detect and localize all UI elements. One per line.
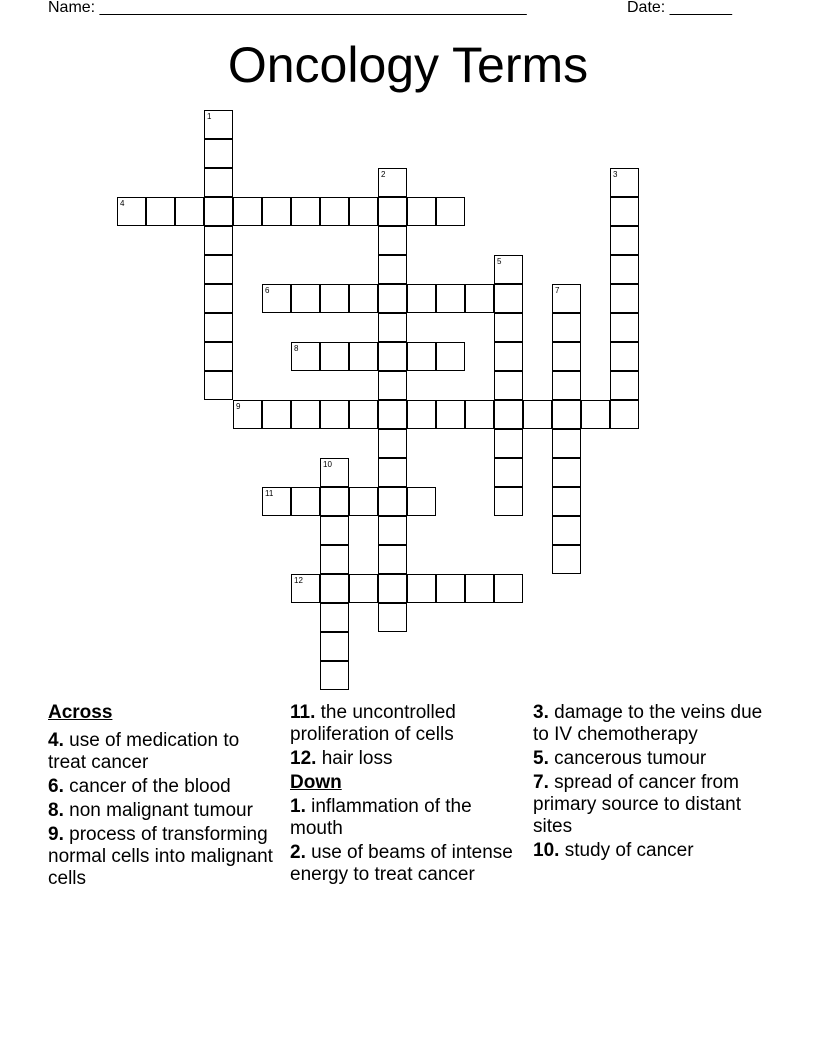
grid-cell[interactable] [204,342,233,371]
grid-cell[interactable] [320,458,349,487]
clue-item-number: 1. [290,796,306,817]
grid-cell[interactable] [378,284,407,313]
grid-cell[interactable] [291,487,320,516]
clue-item [290,842,522,886]
grid-cell[interactable] [175,197,204,226]
clue-item-text: process of transforming normal cells into malignant cells [48,824,273,889]
clue-item [48,730,280,774]
down-clue-list-continued [533,702,773,862]
grid-cell[interactable] [523,400,552,429]
grid-cell[interactable] [436,197,465,226]
clue-item-number: 4. [48,730,64,751]
grid-cell[interactable] [233,197,262,226]
grid-cell[interactable] [494,342,523,371]
grid-cell[interactable] [378,429,407,458]
grid-cell[interactable] [436,284,465,313]
across-clue-list [48,730,280,890]
grid-cell[interactable] [349,574,378,603]
grid-cell[interactable] [146,197,175,226]
grid-cell[interactable] [320,342,349,371]
clue-number: 9 [236,402,241,411]
grid-cell[interactable] [378,197,407,226]
grid-cell[interactable] [378,574,407,603]
clue-item-number: 11. [290,702,316,723]
clue-item-number: 6. [48,776,64,797]
clue-number: 11 [265,489,274,498]
grid-cell[interactable] [204,313,233,342]
grid-cell[interactable] [436,342,465,371]
clue-number: 7 [555,286,560,295]
grid-cell[interactable] [291,342,320,371]
clue-number: 5 [497,257,502,266]
grid-cell[interactable] [552,371,581,400]
grid-cell[interactable] [204,284,233,313]
grid-cell[interactable] [494,400,523,429]
grid-cell[interactable] [610,197,639,226]
clue-number: 3 [613,170,618,179]
grid-cell[interactable] [465,574,494,603]
grid-cell[interactable] [204,168,233,197]
name-field-label: Name: ________________________________________________ [48,0,527,16]
grid-cell[interactable] [494,313,523,342]
grid-cell[interactable] [552,313,581,342]
clue-item-text: inflammation of the mouth [290,796,472,839]
clue-number: 12 [294,576,303,585]
grid-cell[interactable] [320,516,349,545]
across-clue-list-continued [290,702,522,770]
clue-item-number: 7. [533,772,549,793]
grid-cell[interactable] [610,168,639,197]
clue-item [533,840,773,862]
clues-column-1 [48,702,280,892]
down-heading: Down [290,772,342,793]
grid-cell[interactable] [349,487,378,516]
grid-cell[interactable] [552,429,581,458]
grid-cell[interactable] [552,342,581,371]
grid-cell[interactable] [494,458,523,487]
grid-cell[interactable] [378,255,407,284]
grid-cell[interactable] [378,458,407,487]
grid-cell[interactable] [407,574,436,603]
grid-cell[interactable] [494,574,523,603]
down-clue-list [290,796,522,886]
grid-cell[interactable] [610,284,639,313]
clue-number: 1 [207,112,212,121]
grid-cell[interactable] [494,371,523,400]
grid-cell[interactable] [204,255,233,284]
clue-item-text: spread of cancer from primary source to distant sites [533,772,742,837]
clue-item-text: hair loss [316,748,393,769]
grid-cell[interactable] [552,487,581,516]
grid-cell[interactable] [407,400,436,429]
grid-cell[interactable] [407,284,436,313]
grid-cell[interactable] [494,284,523,313]
grid-cell[interactable] [320,603,349,632]
clue-number: 4 [120,199,125,208]
grid-cell[interactable] [291,400,320,429]
grid-cell[interactable] [349,197,378,226]
grid-cell[interactable] [262,487,291,516]
grid-cell[interactable] [262,197,291,226]
grid-cell[interactable] [204,139,233,168]
grid-cell[interactable] [204,197,233,226]
clue-number: 2 [381,170,386,179]
grid-cell[interactable] [117,197,146,226]
clue-item [533,772,773,838]
grid-cell[interactable] [610,342,639,371]
grid-cell[interactable] [465,400,494,429]
grid-cell[interactable] [552,516,581,545]
clue-item-text: use of beams of intense energy to treat cancer [290,842,513,885]
page-title: Oncology Terms [227,37,589,93]
clue-item-number: 8. [48,800,64,821]
grid-cell[interactable] [378,342,407,371]
clue-item-number: 10. [533,840,560,861]
grid-cell[interactable] [291,197,320,226]
clue-item [533,748,773,770]
clue-item [290,702,522,746]
clue-item [533,702,773,746]
grid-cell[interactable] [291,284,320,313]
clue-item-text: cancerous tumour [548,748,707,769]
grid-cell[interactable] [407,342,436,371]
grid-cell[interactable] [320,284,349,313]
grid-cell[interactable] [233,400,262,429]
grid-cell[interactable] [378,313,407,342]
clue-number: 6 [265,286,270,295]
grid-cell[interactable] [494,429,523,458]
clue-number: 8 [294,344,299,353]
grid-cell[interactable] [581,400,610,429]
clue-number: 10 [323,460,332,469]
grid-cell[interactable] [204,110,233,139]
grid-cell[interactable] [320,661,349,690]
grid-cell[interactable] [320,574,349,603]
grid-cell[interactable] [407,487,436,516]
grid-cell[interactable] [436,574,465,603]
across-heading: Across [48,702,113,723]
clue-item-text: the uncontrolled proliferation of cells [290,702,456,745]
grid-cell[interactable] [349,284,378,313]
grid-cell[interactable] [378,603,407,632]
grid-cell[interactable] [465,284,494,313]
grid-cell[interactable] [262,400,291,429]
grid-cell[interactable] [378,545,407,574]
grid-cell[interactable] [378,487,407,516]
clue-item-number: 12. [290,748,317,769]
grid-cell[interactable] [552,545,581,574]
grid-cell[interactable] [378,400,407,429]
grid-cell[interactable] [552,400,581,429]
grid-cell[interactable] [320,400,349,429]
grid-cell[interactable] [378,168,407,197]
grid-cell[interactable] [494,255,523,284]
grid-cell[interactable] [494,487,523,516]
grid-cell[interactable] [320,545,349,574]
grid-cell[interactable] [291,574,320,603]
clue-item-text: use of medication to treat cancer [48,730,240,773]
clue-item-text: study of cancer [559,840,694,861]
grid-cell[interactable] [610,371,639,400]
grid-cell[interactable] [204,371,233,400]
clue-item [48,776,280,798]
grid-cell[interactable] [610,400,639,429]
clue-item-number: 3. [533,702,549,723]
clues-column-2 [290,702,522,888]
clue-item [48,824,280,890]
grid-cell[interactable] [552,284,581,313]
grid-cell[interactable] [378,371,407,400]
clues-column-3 [533,702,773,864]
grid-cell[interactable] [436,400,465,429]
clue-item-number: 5. [533,748,549,769]
grid-cell[interactable] [378,516,407,545]
clue-item [290,748,522,770]
grid-cell[interactable] [349,400,378,429]
clue-item [290,796,522,840]
grid-cell[interactable] [320,487,349,516]
grid-cell[interactable] [610,255,639,284]
grid-cell[interactable] [378,226,407,255]
clue-item-text: damage to the veins due to IV chemotherapy [533,702,763,745]
clue-item-text: non malignant tumour [63,800,253,821]
grid-cell[interactable] [610,226,639,255]
clue-item-text: cancer of the blood [63,776,231,797]
clue-item [48,800,280,822]
grid-cell[interactable] [320,197,349,226]
grid-cell[interactable] [610,313,639,342]
grid-cell[interactable] [262,284,291,313]
grid-cell[interactable] [349,342,378,371]
grid-cell[interactable] [320,632,349,661]
grid-cell[interactable] [204,226,233,255]
grid-cell[interactable] [407,197,436,226]
date-field-label: Date: _______ [627,0,732,16]
grid-cell[interactable] [552,458,581,487]
clue-item-number: 2. [290,842,306,863]
clue-item-number: 9. [48,824,64,845]
